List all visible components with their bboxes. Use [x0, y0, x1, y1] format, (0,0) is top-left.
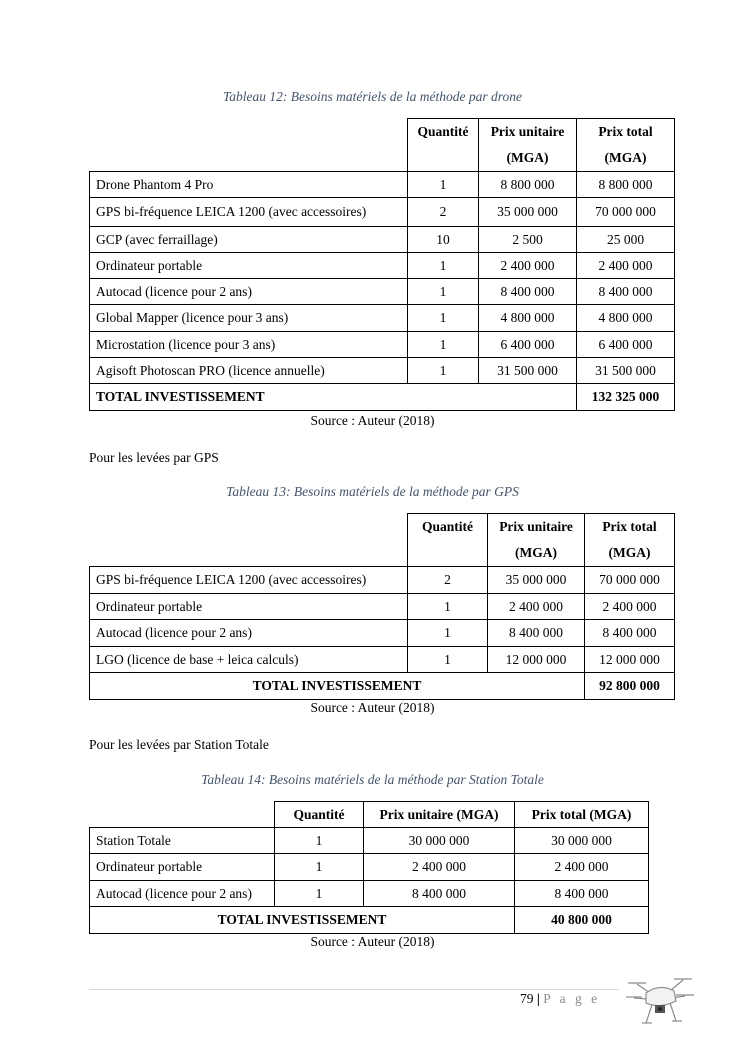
item-total-price: 12 000 000 — [585, 647, 675, 673]
paragraph-station-totale: Pour les levées par Station Totale — [89, 737, 269, 752]
table14-header-quantity: Quantité — [275, 802, 364, 828]
item-total-price: 2 400 000 — [515, 854, 649, 881]
item-name: Autocad (licence pour 2 ans) — [90, 620, 408, 647]
item-total-price: 25 000 — [577, 227, 675, 253]
item-unit-price: 2 400 000 — [364, 854, 515, 881]
item-quantity: 1 — [408, 594, 488, 620]
total-value: 40 800 000 — [515, 907, 649, 934]
item-unit-price: 4 800 000 — [479, 305, 577, 332]
table-row — [90, 227, 675, 253]
table12-source: Source : Auteur (2018) — [310, 413, 435, 428]
item-name: Ordinateur portable — [90, 253, 408, 279]
table12-caption: Tableau 12: Besoins matériels de la méthode par drone — [223, 89, 522, 104]
table12 — [89, 118, 675, 411]
item-unit-price: 6 400 000 — [479, 332, 577, 358]
table13-header-unit-price: Prix unitaire (MGA) — [488, 514, 585, 567]
table-row — [90, 253, 675, 279]
item-name: Drone Phantom 4 Pro — [90, 172, 408, 198]
item-name: Autocad (licence pour 2 ans) — [90, 881, 275, 907]
table14-header-total-price: Prix total (MGA) — [515, 802, 649, 828]
item-total-price: 2 400 000 — [577, 253, 675, 279]
table13-header-blank — [90, 514, 408, 567]
total-row — [90, 673, 675, 700]
item-total-price: 31 500 000 — [577, 358, 675, 384]
item-unit-price: 8 400 000 — [364, 881, 515, 907]
table12-header-blank — [90, 119, 408, 172]
table14-source: Source : Auteur (2018) — [310, 934, 435, 949]
item-total-price: 8 400 000 — [585, 620, 675, 647]
item-unit-price: 2 400 000 — [488, 594, 585, 620]
item-total-price: 4 800 000 — [577, 305, 675, 332]
table12-header-quantity: Quantité — [408, 119, 479, 172]
item-quantity: 1 — [408, 305, 479, 332]
item-quantity: 1 — [408, 647, 488, 673]
item-total-price: 70 000 000 — [585, 567, 675, 594]
total-value: 92 800 000 — [585, 673, 675, 700]
item-name: Global Mapper (licence pour 3 ans) — [90, 305, 408, 332]
item-unit-price: 8 800 000 — [479, 172, 577, 198]
page-label: P a g e — [543, 991, 601, 1006]
item-quantity: 10 — [408, 227, 479, 253]
item-quantity: 2 — [408, 198, 479, 227]
table14-caption: Tableau 14: Besoins matériels de la méthode par Station Totale — [201, 772, 544, 787]
table14-header-unit-price: Prix unitaire (MGA) — [364, 802, 515, 828]
item-quantity: 1 — [408, 253, 479, 279]
item-unit-price: 31 500 000 — [479, 358, 577, 384]
item-quantity: 1 — [408, 332, 479, 358]
item-total-price: 2 400 000 — [585, 594, 675, 620]
item-unit-price: 35 000 000 — [479, 198, 577, 227]
item-quantity: 2 — [408, 567, 488, 594]
item-name: Autocad (licence pour 2 ans) — [90, 279, 408, 305]
table-row — [90, 854, 649, 881]
item-name: Microstation (licence pour 3 ans) — [90, 332, 408, 358]
item-total-price: 6 400 000 — [577, 332, 675, 358]
item-unit-price: 2 500 — [479, 227, 577, 253]
table-row — [90, 881, 649, 907]
item-quantity: 1 — [408, 620, 488, 647]
total-row — [90, 907, 649, 934]
table13-source: Source : Auteur (2018) — [310, 700, 435, 715]
table14 — [89, 801, 649, 934]
item-quantity: 1 — [408, 279, 479, 305]
item-name: Agisoft Photoscan PRO (licence annuelle) — [90, 358, 408, 384]
item-name: GCP (avec ferraillage) — [90, 227, 408, 253]
item-name: Ordinateur portable — [90, 854, 275, 881]
table-row — [90, 647, 675, 673]
item-total-price: 70 000 000 — [577, 198, 675, 227]
drone-icon — [622, 973, 698, 1027]
item-quantity: 1 — [275, 828, 364, 854]
table-row — [90, 594, 675, 620]
page-footer — [520, 991, 600, 1007]
item-quantity: 1 — [275, 854, 364, 881]
item-unit-price: 8 400 000 — [479, 279, 577, 305]
table-row — [90, 305, 675, 332]
table-row — [90, 620, 675, 647]
item-unit-price: 30 000 000 — [364, 828, 515, 854]
table-row — [90, 332, 675, 358]
table-row — [90, 172, 675, 198]
table13-header-total-price: Prix total (MGA) — [585, 514, 675, 567]
table-row — [90, 198, 675, 227]
item-unit-price: 35 000 000 — [488, 567, 585, 594]
table13 — [89, 513, 675, 700]
table13-caption: Tableau 13: Besoins matériels de la méthode par GPS — [226, 484, 519, 499]
page-separator: | — [536, 991, 540, 1006]
total-label: TOTAL INVESTISSEMENT — [90, 673, 585, 700]
item-total-price: 8 800 000 — [577, 172, 675, 198]
table-row — [90, 828, 649, 854]
item-name: GPS bi-fréquence LEICA 1200 (avec accessoires) — [90, 198, 408, 227]
item-quantity: 1 — [408, 172, 479, 198]
item-name: LGO (licence de base + leica calculs) — [90, 647, 408, 673]
item-name: GPS bi-fréquence LEICA 1200 (avec accessoires) — [90, 567, 408, 594]
paragraph-gps: Pour les levées par GPS — [89, 450, 219, 465]
item-quantity: 1 — [275, 881, 364, 907]
item-name: Station Totale — [90, 828, 275, 854]
item-total-price: 30 000 000 — [515, 828, 649, 854]
item-unit-price: 12 000 000 — [488, 647, 585, 673]
footer-divider — [89, 989, 619, 990]
total-label: TOTAL INVESTISSEMENT — [90, 384, 577, 411]
total-row — [90, 384, 675, 411]
item-quantity: 1 — [408, 358, 479, 384]
item-unit-price: 2 400 000 — [479, 253, 577, 279]
table13-header-quantity: Quantité — [408, 514, 488, 567]
item-name: Ordinateur portable — [90, 594, 408, 620]
table12-header-unit-price: Prix unitaire (MGA) — [479, 119, 577, 172]
table12-header-total-price: Prix total (MGA) — [577, 119, 675, 172]
item-total-price: 8 400 000 — [577, 279, 675, 305]
table-row — [90, 358, 675, 384]
table14-header-blank — [90, 802, 275, 828]
table-row — [90, 279, 675, 305]
item-total-price: 8 400 000 — [515, 881, 649, 907]
item-unit-price: 8 400 000 — [488, 620, 585, 647]
total-value: 132 325 000 — [577, 384, 675, 411]
page-number: 79 — [520, 991, 534, 1006]
table-row — [90, 567, 675, 594]
total-label: TOTAL INVESTISSEMENT — [90, 907, 515, 934]
